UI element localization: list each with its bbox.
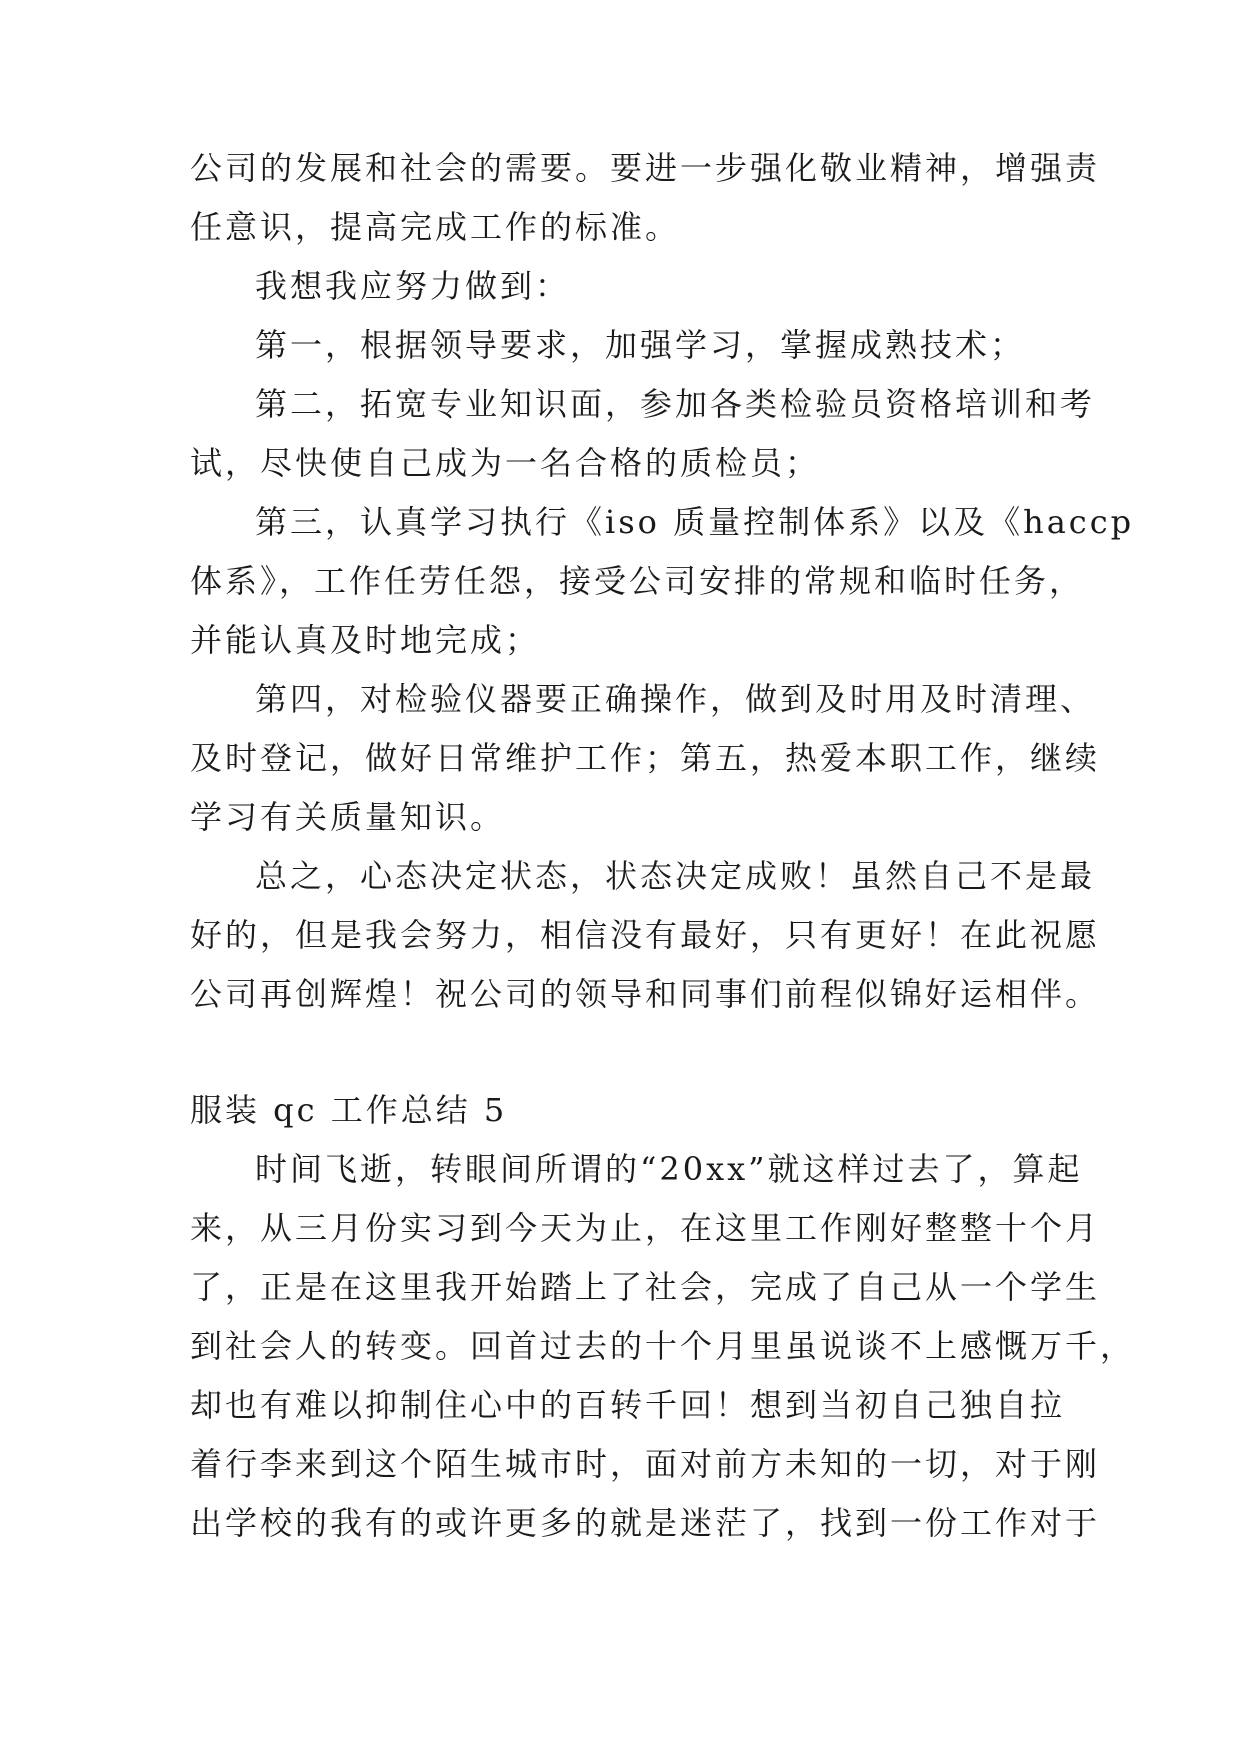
text-line: 公司的发展和社会的需要。要进一步强化敬业精神，增强责 bbox=[190, 149, 1101, 187]
text-line: 时间飞逝，转眼间所谓的“20xx”就这样过去了，算起 bbox=[255, 1150, 1083, 1188]
text-line: 了，正是在这里我开始踏上了社会，完成了自己从一个学生 bbox=[190, 1268, 1101, 1306]
text-line: 体系》，工作任劳任怨，接受公司安排的常规和临时任务， bbox=[190, 562, 1085, 600]
text-line: 好的，但是我会努力，相信没有最好，只有更好！在此祝愿 bbox=[190, 916, 1101, 954]
text-line: 出学校的我有的或许更多的就是迷茫了，找到一份工作对于 bbox=[190, 1504, 1101, 1542]
text-line: 第三，认真学习执行《iso 质量控制体系》以及《haccp bbox=[255, 503, 1135, 541]
text-line: 公司再创辉煌！祝公司的领导和同事们前程似锦好运相伴。 bbox=[190, 975, 1101, 1013]
text-line: 到社会人的转变。回首过去的十个月里虽说谈不上感慨万千， bbox=[190, 1327, 1136, 1365]
text-line: 第四，对检验仪器要正确操作，做到及时用及时清理、 bbox=[255, 680, 1096, 718]
text-line: 我想我应努力做到： bbox=[255, 267, 571, 305]
text-line: 任意识，提高完成工作的标准。 bbox=[190, 208, 681, 246]
text-line: 着行李来到这个陌生城市时，面对前方未知的一切，对于刚 bbox=[190, 1445, 1101, 1483]
text-line: 试，尽快使自己成为一名合格的质检员； bbox=[190, 444, 821, 482]
text-line: 总之，心态决定状态，状态决定成败！虽然自己不是最 bbox=[255, 857, 1096, 895]
text-line: 第一，根据领导要求，加强学习，掌握成熟技术； bbox=[255, 326, 1026, 364]
text-line: 及时登记，做好日常维护工作；第五，热爱本职工作，继续 bbox=[190, 739, 1101, 777]
text-line: 第二，拓宽专业知识面，参加各类检验员资格培训和考 bbox=[255, 385, 1096, 423]
text-line: 学习有关质量知识。 bbox=[190, 798, 506, 836]
text-line: 却也有难以抑制住心中的百转千回！想到当初自己独自拉 bbox=[190, 1386, 1066, 1424]
section-title: 服装 qc 工作总结 5 bbox=[190, 1091, 508, 1129]
text-line: 并能认真及时地完成； bbox=[190, 621, 541, 659]
text-line: 来，从三月份实习到今天为止，在这里工作刚好整整十个月 bbox=[190, 1209, 1101, 1247]
